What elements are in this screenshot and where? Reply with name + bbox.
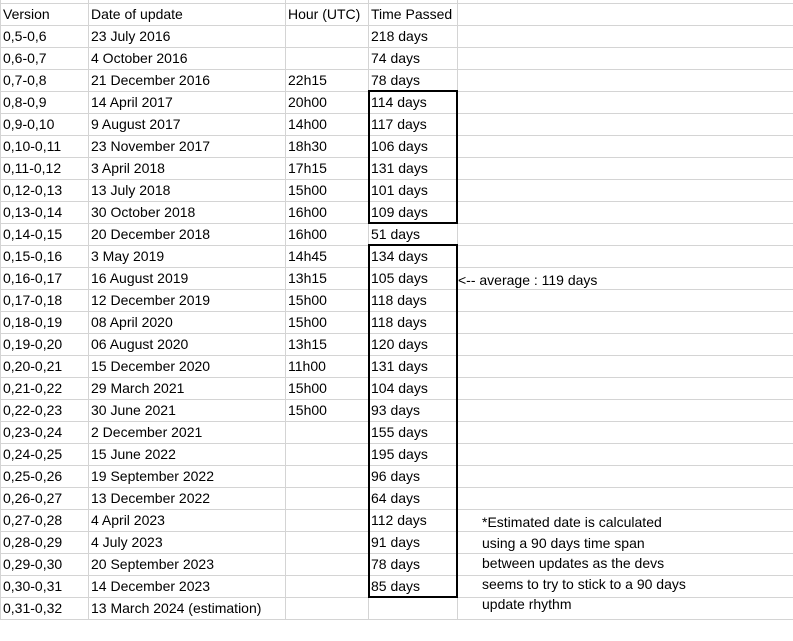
time-passed-cell[interactable]: 131 days — [371, 358, 428, 374]
time-passed-cell[interactable]: 74 days — [371, 50, 421, 66]
time-passed-cell[interactable]: 218 days — [371, 28, 428, 44]
version-cell[interactable]: 0,19-0,20 — [3, 336, 63, 352]
hour-cell[interactable] — [285, 575, 368, 597]
hour-cell[interactable]: 15h00 — [288, 402, 327, 418]
hour-cell[interactable] — [285, 553, 368, 575]
time-passed-cell[interactable]: 131 days — [371, 160, 428, 176]
date-cell[interactable]: 15 June 2022 — [91, 446, 176, 462]
header-date[interactable]: Date of update — [91, 6, 183, 22]
header-hour[interactable]: Hour (UTC) — [288, 6, 361, 22]
date-cell[interactable]: 12 December 2019 — [91, 292, 211, 308]
time-passed-cell[interactable]: 64 days — [371, 490, 421, 506]
version-cell[interactable]: 0,28-0,29 — [3, 534, 63, 550]
date-cell[interactable]: 30 June 2021 — [91, 402, 176, 418]
time-passed-cell[interactable]: 91 days — [371, 534, 421, 550]
version-cell[interactable]: 0,22-0,23 — [3, 402, 63, 418]
date-cell[interactable]: 2 December 2021 — [91, 424, 203, 440]
version-cell[interactable]: 0,8-0,9 — [3, 94, 47, 110]
time-passed-cell[interactable]: 195 days — [371, 446, 428, 462]
hour-cell[interactable]: 15h00 — [288, 314, 327, 330]
time-passed-cell[interactable] — [368, 597, 457, 619]
date-cell[interactable]: 4 July 2023 — [91, 534, 163, 550]
date-cell[interactable]: 3 April 2018 — [91, 160, 165, 176]
hour-cell[interactable] — [285, 597, 368, 619]
grid-column-line — [457, 0, 458, 619]
date-cell[interactable]: 16 August 2019 — [91, 270, 189, 286]
time-passed-cell[interactable]: 51 days — [371, 226, 421, 242]
date-cell[interactable]: 14 December 2023 — [91, 578, 211, 594]
date-cell[interactable]: 3 May 2019 — [91, 248, 165, 264]
hour-cell[interactable]: 13h15 — [288, 336, 327, 352]
hour-cell[interactable] — [285, 531, 368, 553]
time-passed-cell[interactable]: 114 days — [371, 94, 427, 110]
version-cell[interactable]: 0,15-0,16 — [3, 248, 63, 264]
version-cell[interactable]: 0,30-0,31 — [3, 578, 63, 594]
time-passed-cell[interactable]: 134 days — [371, 248, 428, 264]
hour-cell[interactable]: 14h00 — [288, 116, 327, 132]
hour-cell[interactable] — [285, 487, 368, 509]
date-cell[interactable]: 13 July 2018 — [91, 182, 171, 198]
version-cell[interactable]: 0,10-0,11 — [3, 138, 62, 154]
hour-cell[interactable]: 16h00 — [288, 226, 327, 242]
version-cell[interactable]: 0,24-0,25 — [3, 446, 63, 462]
time-passed-cell[interactable]: 96 days — [371, 468, 421, 484]
time-passed-cell[interactable]: 78 days — [371, 556, 421, 572]
average-annotation: <-- average : 119 days — [458, 272, 598, 288]
date-cell[interactable]: 13 March 2024 (estimation) — [91, 600, 262, 616]
date-cell[interactable]: 23 July 2016 — [91, 28, 171, 44]
version-cell[interactable]: 0,20-0,21 — [3, 358, 63, 374]
version-cell[interactable]: 0,12-0,13 — [3, 182, 63, 198]
hour-cell[interactable] — [285, 421, 368, 443]
time-passed-cell[interactable]: 155 days — [371, 424, 428, 440]
version-cell[interactable]: 0,27-0,28 — [3, 512, 63, 528]
version-cell[interactable]: 0,5-0,6 — [3, 28, 47, 44]
date-cell[interactable]: 4 April 2023 — [91, 512, 165, 528]
hour-cell[interactable] — [285, 443, 368, 465]
time-passed-cell[interactable]: 78 days — [371, 72, 421, 88]
hour-cell[interactable]: 22h15 — [288, 72, 327, 88]
hour-cell[interactable]: 20h00 — [288, 94, 327, 110]
version-cell[interactable]: 0,16-0,17 — [3, 270, 63, 286]
date-cell[interactable]: 21 December 2016 — [91, 72, 211, 88]
version-cell[interactable]: 0,21-0,22 — [3, 380, 63, 396]
hour-cell[interactable] — [285, 509, 368, 531]
time-passed-cell[interactable]: 93 days — [371, 402, 421, 418]
time-passed-cell[interactable]: 106 days — [371, 138, 428, 154]
time-passed-cell[interactable]: 101 days — [371, 182, 428, 198]
date-cell[interactable]: 20 December 2018 — [91, 226, 211, 242]
hour-cell[interactable]: 11h00 — [288, 358, 326, 374]
hour-cell[interactable]: 14h45 — [288, 248, 327, 264]
hour-cell[interactable]: 18h30 — [288, 138, 327, 154]
time-passed-cell[interactable]: 104 days — [371, 380, 428, 396]
date-cell[interactable]: 9 August 2017 — [91, 116, 181, 132]
date-cell[interactable]: 15 December 2020 — [91, 358, 211, 374]
version-cell[interactable]: 0,6-0,7 — [3, 50, 47, 66]
hour-cell[interactable]: 15h00 — [288, 292, 327, 308]
date-cell[interactable]: 23 November 2017 — [91, 138, 211, 154]
date-cell[interactable]: 14 April 2017 — [91, 94, 173, 110]
version-cell[interactable]: 0,9-0,10 — [3, 116, 55, 132]
time-passed-cell[interactable]: 118 days — [371, 292, 427, 308]
time-passed-cell[interactable]: 120 days — [371, 336, 428, 352]
time-passed-cell[interactable]: 112 days — [371, 512, 427, 528]
hour-cell[interactable] — [285, 465, 368, 487]
date-cell[interactable]: 06 August 2020 — [91, 336, 189, 352]
version-cell[interactable]: 0,18-0,19 — [3, 314, 63, 330]
hour-cell[interactable]: 15h00 — [288, 182, 327, 198]
time-passed-cell[interactable]: 109 days — [371, 204, 428, 220]
date-cell[interactable]: 13 December 2022 — [91, 490, 211, 506]
version-cell[interactable]: 0,14-0,15 — [3, 226, 63, 242]
version-cell[interactable]: 0,11-0,12 — [3, 160, 62, 176]
hour-cell[interactable]: 16h00 — [288, 204, 327, 220]
date-cell[interactable]: 08 April 2020 — [91, 314, 173, 330]
time-passed-cell[interactable]: 85 days — [371, 578, 421, 594]
hour-cell[interactable]: 17h15 — [288, 160, 327, 176]
time-passed-cell[interactable]: 105 days — [371, 270, 428, 286]
hour-cell[interactable]: 15h00 — [288, 380, 327, 396]
version-cell[interactable]: 0,7-0,8 — [3, 72, 47, 88]
hour-cell[interactable]: 13h15 — [288, 270, 327, 286]
version-cell[interactable]: 0,13-0,14 — [3, 204, 63, 220]
header-time-passed[interactable]: Time Passed — [371, 6, 453, 22]
date-cell[interactable]: 19 September 2022 — [91, 468, 214, 484]
version-cell[interactable]: 0,31-0,32 — [3, 600, 63, 616]
version-cell[interactable]: 0,17-0,18 — [3, 292, 63, 308]
version-cell[interactable]: 0,29-0,30 — [3, 556, 63, 572]
header-version[interactable]: Version — [3, 6, 50, 22]
hour-cell[interactable] — [285, 47, 368, 69]
time-passed-cell[interactable]: 118 days — [371, 314, 427, 330]
grid-row-line — [0, 619, 793, 620]
version-cell[interactable]: 0,26-0,27 — [3, 490, 63, 506]
time-passed-cell[interactable]: 117 days — [371, 116, 427, 132]
date-cell[interactable]: 20 September 2023 — [91, 556, 214, 572]
version-cell[interactable]: 0,23-0,24 — [3, 424, 63, 440]
estimation-note: *Estimated date is calculated using a 90 days time span between updates as the devs seems to try to stick to a 90 days update rhythm — [482, 514, 686, 612]
date-cell[interactable]: 4 October 2016 — [91, 50, 188, 66]
date-cell[interactable]: 30 October 2018 — [91, 204, 196, 220]
hour-cell[interactable] — [285, 25, 368, 47]
version-cell[interactable]: 0,25-0,26 — [3, 468, 63, 484]
date-cell[interactable]: 29 March 2021 — [91, 380, 185, 396]
